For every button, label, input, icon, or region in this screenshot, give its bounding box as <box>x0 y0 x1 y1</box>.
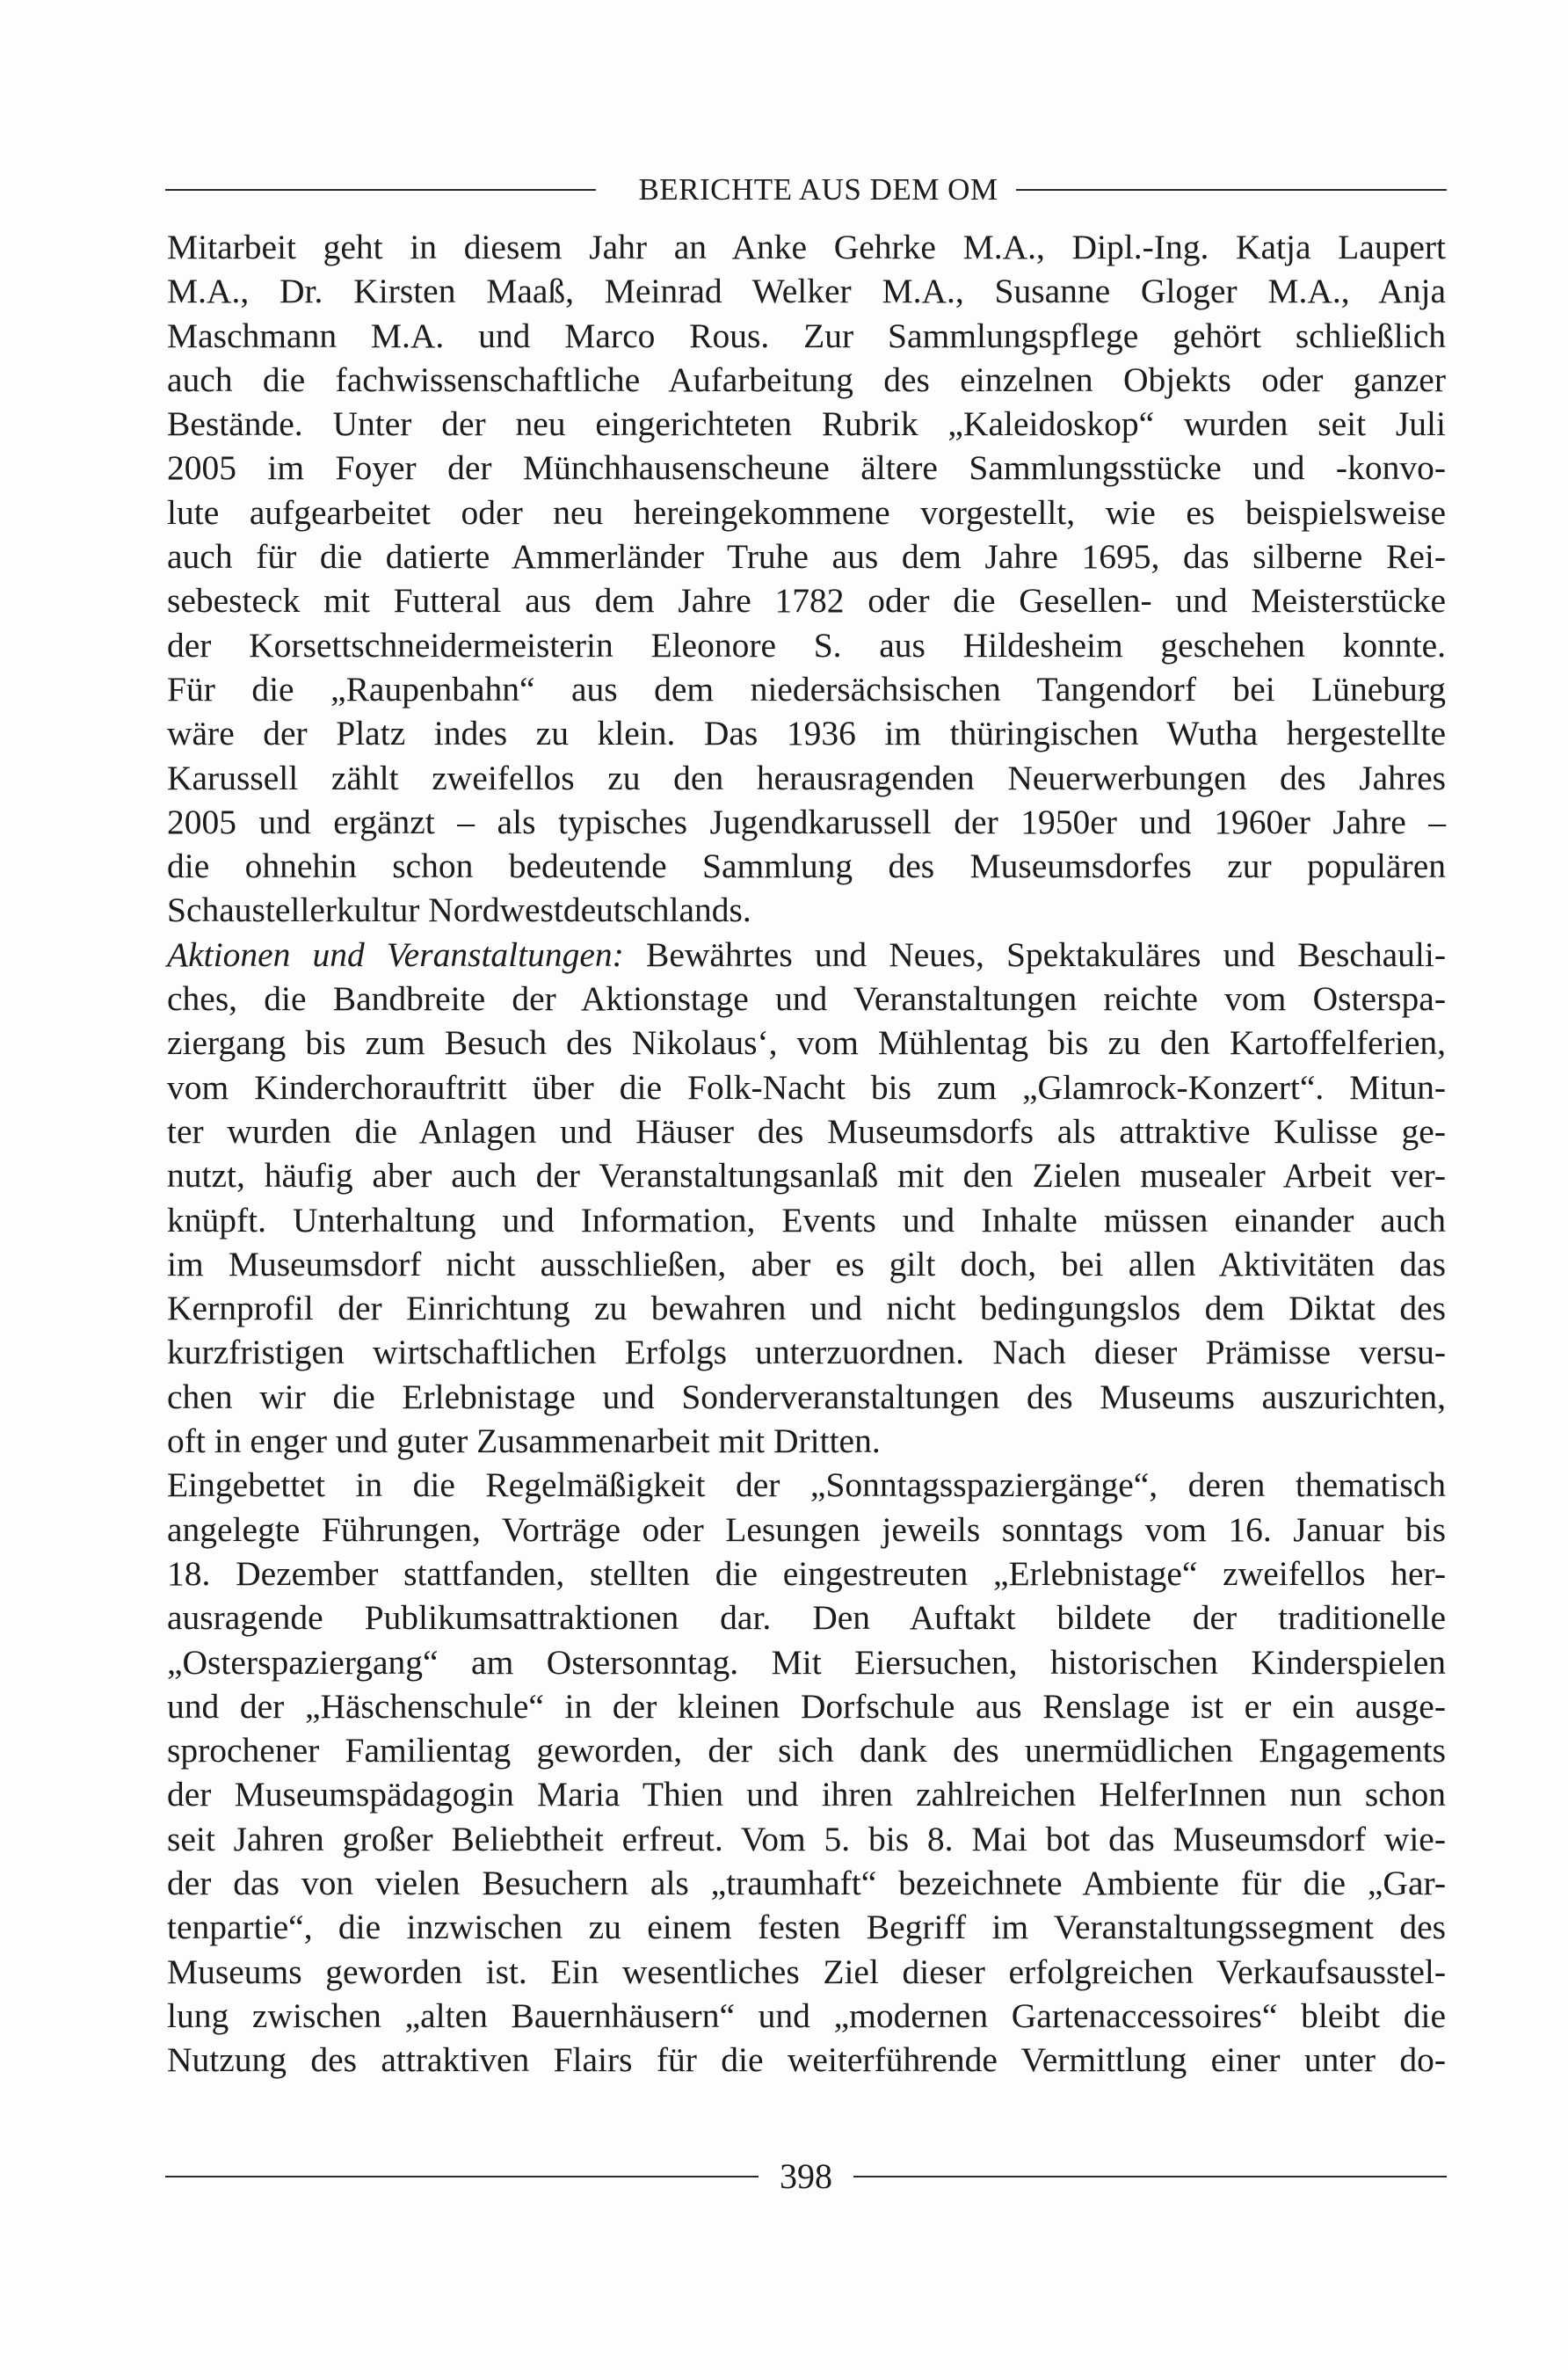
text-line <box>167 933 1446 977</box>
text-line <box>167 888 1446 932</box>
line-text: Bewährtes und Neues, Spektakuläres und Beschauli- <box>623 934 1446 974</box>
line-text: „Osterspaziergang“ am Ostersonntag. Mit Eiersuchen, historischen Kinderspielen <box>167 1642 1446 1682</box>
line-text: der Korsettschneidermeisterin Eleonore S. aus Hildesheim geschehen konnte. <box>167 625 1446 665</box>
text-line <box>167 977 1446 1021</box>
line-text: 2005 und ergänzt – als typisches Jugendkarussell der 1950er und 1960er Jahre – <box>167 802 1446 841</box>
text-line <box>167 800 1446 844</box>
line-text: nutzt, häufig aber auch der Veranstaltungsanlaß mit den Zielen musealer Arbeit ver- <box>167 1156 1446 1196</box>
running-title: BERICHTE AUS DEM OM <box>638 172 998 207</box>
line-text: seit Jahren großer Beliebtheit erfreut. Vom 5. bis 8. Mai bot das Museumsdorf wie- <box>167 1819 1446 1858</box>
line-text: M.A., Dr. Kirsten Maaß, Meinrad Welker M.A., Susanne Gloger M.A., Anja <box>167 272 1446 311</box>
line-text: Mitarbeit geht in diesem Jahr an Anke Gehrke M.A., Dipl.-Ing. Katja Laupert <box>167 228 1446 266</box>
text-line <box>167 1286 1446 1330</box>
line-text: auch für die datierte Ammerländer Truhe aus dem Jahre 1695, das silberne Rei- <box>167 537 1446 577</box>
text-line <box>167 1375 1446 1419</box>
header-rule-left <box>165 189 596 191</box>
line-text: die ohnehin schon bedeutende Sammlung des Museumsdorfes zur populären <box>167 847 1446 886</box>
text-line <box>167 534 1446 578</box>
text-line <box>167 578 1446 622</box>
text-line <box>167 402 1446 446</box>
body-text <box>167 225 1446 2082</box>
text-line <box>167 1419 1446 1463</box>
line-text: 2005 im Foyer der Münchhausenscheune ältere Sammlungsstücke und -konvo- <box>167 448 1446 488</box>
line-text: ter wurden die Anlagen und Häuser des Museumsdorfs als attraktive Kulisse ge- <box>167 1111 1446 1151</box>
line-text: Bestände. Unter der neu eingerichteten Rubrik „Kaleidoskop“ wurden seit Juli <box>167 404 1446 444</box>
line-text: Schaustellerkultur Nordwestdeutschlands. <box>167 891 751 930</box>
line-text: im Museumsdorf nicht ausschließen, aber es gilt doch, bei allen Aktivitäten das <box>167 1244 1446 1283</box>
text-line <box>167 1772 1446 1816</box>
line-text: angelegte Führungen, Vorträge oder Lesungen jeweils sonntags vom 16. Januar bis <box>167 1509 1446 1549</box>
text-line <box>167 1861 1446 1905</box>
text-line <box>167 1817 1446 1861</box>
text-line <box>167 1728 1446 1772</box>
text-line <box>167 711 1446 755</box>
text-line <box>167 1905 1446 1949</box>
text-line <box>167 1684 1446 1728</box>
line-text: sebesteck mit Futteral aus dem Jahre 1782 oder die Gesellen- und Meisterstücke <box>167 581 1446 621</box>
text-line <box>167 1198 1446 1242</box>
line-text: Für die „Raupenbahn“ aus dem niedersächsischen Tangendorf bei Lüneburg <box>167 669 1446 709</box>
text-line <box>167 1242 1446 1286</box>
line-text: knüpft. Unterhaltung und Information, Events und Inhalte müssen einander auch <box>167 1200 1446 1240</box>
text-line <box>167 358 1446 402</box>
text-line <box>167 623 1446 667</box>
line-text: kurzfristigen wirtschaftlichen Erfolgs unterzuordnen. Nach dieser Prämisse versu- <box>167 1333 1446 1372</box>
line-text: ches, die Bandbreite der Aktionstage und Veranstaltungen reichte vom Osterspa- <box>167 979 1446 1019</box>
text-line <box>167 1596 1446 1639</box>
running-header <box>165 172 1447 207</box>
text-line <box>167 1021 1446 1065</box>
line-text: der Museumspädagogin Maria Thien und ihren zahlreichen HelferInnen nun schon <box>167 1775 1446 1814</box>
line-text: lung zwischen „alten Bauernhäusern“ und „modernen Gartenaccessoires“ bleibt die <box>167 1996 1446 2035</box>
line-text: lute aufgearbeitet oder neu hereingekommene vorgestellt, wie es beispielsweise <box>167 492 1446 532</box>
text-line <box>167 2038 1446 2082</box>
text-line <box>167 1153 1446 1197</box>
text-line <box>167 491 1446 534</box>
line-text: ziergang bis zum Besuch des Nikolaus‘, vom Mühlentag bis zu den Kartoffelferien, <box>167 1023 1446 1063</box>
line-text: Nutzung des attraktiven Flairs für die weiterführende Vermittlung einer unter do- <box>167 2040 1446 2080</box>
line-text: chen wir die Erlebnistage und Sonderveranstaltungen des Museums auszurichten, <box>167 1377 1446 1416</box>
text-line <box>167 1994 1446 2038</box>
text-line <box>167 667 1446 711</box>
text-line <box>167 1463 1446 1507</box>
line-text: und der „Häschenschule“ in der kleinen Dorfschule aus Renslage ist er ein ausge- <box>167 1686 1446 1726</box>
line-text: Maschmann M.A. und Marco Rous. Zur Sammlungspflege gehört schließlich <box>167 316 1446 355</box>
line-text: auch die fachwissenschaftliche Aufarbeitung des einzelnen Objekts oder ganzer <box>167 360 1446 399</box>
text-line <box>167 844 1446 888</box>
line-text: Museums geworden ist. Ein wesentliches Ziel dieser erfolgreichen Verkaufsausstel- <box>167 1952 1446 1991</box>
text-line <box>167 1552 1446 1596</box>
header-rule-right <box>1016 189 1447 191</box>
footer-rule-left <box>165 2176 759 2177</box>
text-line <box>167 225 1446 269</box>
section-heading-inline: Aktionen und Veranstaltungen: <box>167 934 624 974</box>
line-text: vom Kinderchorauftritt über die Folk-Nacht bis zum „Glamrock-Konzert“. Mitun- <box>167 1067 1446 1107</box>
line-text: Kernprofil der Einrichtung zu bewahren und nicht bedingungslos dem Diktat des <box>167 1289 1446 1328</box>
line-text: der das von vielen Besuchern als „traumhaft“ bezeichnete Ambiente für die „Gar- <box>167 1863 1446 1902</box>
footer-rule-right <box>853 2176 1447 2177</box>
text-line <box>167 1640 1446 1684</box>
text-line <box>167 1508 1446 1552</box>
line-text: ausragende Publikumsattraktionen dar. Den Auftakt bildete der traditionelle <box>167 1598 1446 1638</box>
page-number: 398 <box>780 2156 832 2196</box>
line-text: 18. Dezember stattfanden, stellten die eingestreuten „Erlebnistage“ zweifellos her- <box>167 1553 1446 1593</box>
text-line <box>167 1109 1446 1153</box>
text-line <box>167 1065 1446 1109</box>
text-line <box>167 446 1446 490</box>
text-line <box>167 1330 1446 1374</box>
text-line <box>167 756 1446 800</box>
line-text: Eingebettet in die Regelmäßigkeit der „Sonntagsspaziergänge“, deren thematisch <box>167 1465 1446 1505</box>
text-line <box>167 269 1446 313</box>
line-text: oft in enger und guter Zusammenarbeit mit Dritten. <box>167 1421 881 1461</box>
line-text: wäre der Platz indes zu klein. Das 1936 im thüringischen Wutha hergestellte <box>167 714 1446 753</box>
text-line <box>167 314 1446 358</box>
text-line <box>167 1950 1446 1994</box>
line-text: Karussell zählt zweifellos zu den herausragenden Neuerwerbungen des Jahres <box>167 758 1446 797</box>
line-text: sprochener Familientag geworden, der sich dank des unermüdlichen Engagements <box>167 1731 1446 1770</box>
line-text: tenpartie“, die inzwischen zu einem festen Begriff im Veranstaltungssegment des <box>167 1908 1446 1947</box>
page-footer <box>165 2156 1447 2197</box>
